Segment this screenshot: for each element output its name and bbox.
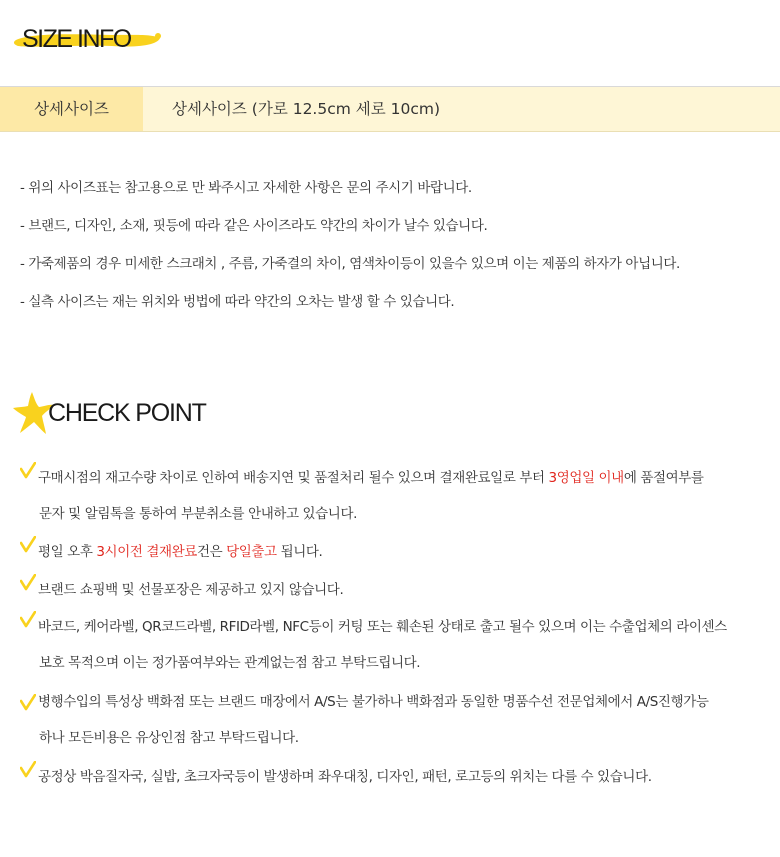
check-mark-icon bbox=[20, 536, 36, 554]
check-item-line: 브랜드 쇼핑백 및 선물포장은 제공하고 있지 않습니다. bbox=[38, 582, 344, 598]
check-mark-icon bbox=[20, 694, 36, 712]
check-item-line: 하나 모든비용은 유상인점 참고 부탁드립니다. bbox=[39, 730, 299, 746]
check-point-heading bbox=[12, 390, 232, 440]
size-info-title: SIZE INFO bbox=[22, 25, 131, 53]
check-item-line: 병행수입의 특성상 백화점 또는 브랜드 매장에서 A/S는 불가하나 백화점과 동일한 명품수선 전문업체에서 A/S진행가능 bbox=[38, 694, 709, 710]
size-notes-list bbox=[20, 176, 680, 328]
check-mark-icon bbox=[20, 462, 36, 480]
check-item-line: 문자 및 알림톡을 통하여 부분취소를 안내하고 있습니다. bbox=[39, 506, 357, 522]
check-item-line: 구매시점의 재고수량 차이로 인하여 배송지연 및 품절처리 될수 있으며 결재완료일로 부터 3영업일 이내에 품절여부를 bbox=[38, 470, 704, 486]
check-item-line: 공정상 박음질자국, 실밥, 초크자국등이 발생하며 좌우대칭, 디자인, 패턴, 로고등의 위치는 다를 수 있습니다. bbox=[38, 769, 652, 785]
note-item: - 위의 사이즈표는 참고용으로 만 봐주시고 자세한 사항은 문의 주시기 바랍니다. bbox=[20, 180, 472, 196]
check-item-line: 바코드, 케어라벨, QR코드라벨, RFID라벨, NFC등이 커팅 또는 훼손된 상태로 출고 될수 있으며 이는 수출업체의 라이센스 bbox=[38, 619, 727, 635]
note-item: - 브랜드, 디자인, 소재, 핏등에 따라 같은 사이즈라도 약간의 차이가 날수 있습니다. bbox=[20, 218, 488, 234]
check-mark-icon bbox=[20, 611, 36, 629]
check-point-title: CHECK POINT bbox=[48, 399, 206, 427]
size-row-value: 상세사이즈 (가로 12.5cm 세로 10cm) bbox=[172, 100, 441, 118]
check-item-line: 평일 오후 3시이전 결재완료건은 당일출고 됩니다. bbox=[38, 544, 323, 560]
size-info-heading bbox=[12, 22, 192, 58]
note-item: - 가죽제품의 경우 미세한 스크래치 , 주름, 가죽결의 차이, 염색차이등이 있을수 있으며 이는 제품의 하자가 아닙니다. bbox=[20, 256, 680, 272]
note-item: - 실측 사이즈는 재는 위치와 벙법에 따라 약간의 오차는 발생 할 수 있습니다. bbox=[20, 294, 455, 310]
highlight-text: 3시이전 결재완료 bbox=[96, 544, 197, 560]
size-row-label: 상세사이즈 bbox=[0, 87, 143, 131]
highlight-text: 당일출고 bbox=[226, 544, 277, 560]
highlight-text: 3영업일 이내 bbox=[548, 470, 624, 486]
check-mark-icon bbox=[20, 574, 36, 592]
size-table-row bbox=[0, 87, 780, 132]
check-item-line: 보호 목적으며 이는 정가품여부와는 관계없는점 참고 부탁드립니다. bbox=[39, 655, 421, 671]
check-mark-icon bbox=[20, 761, 36, 779]
